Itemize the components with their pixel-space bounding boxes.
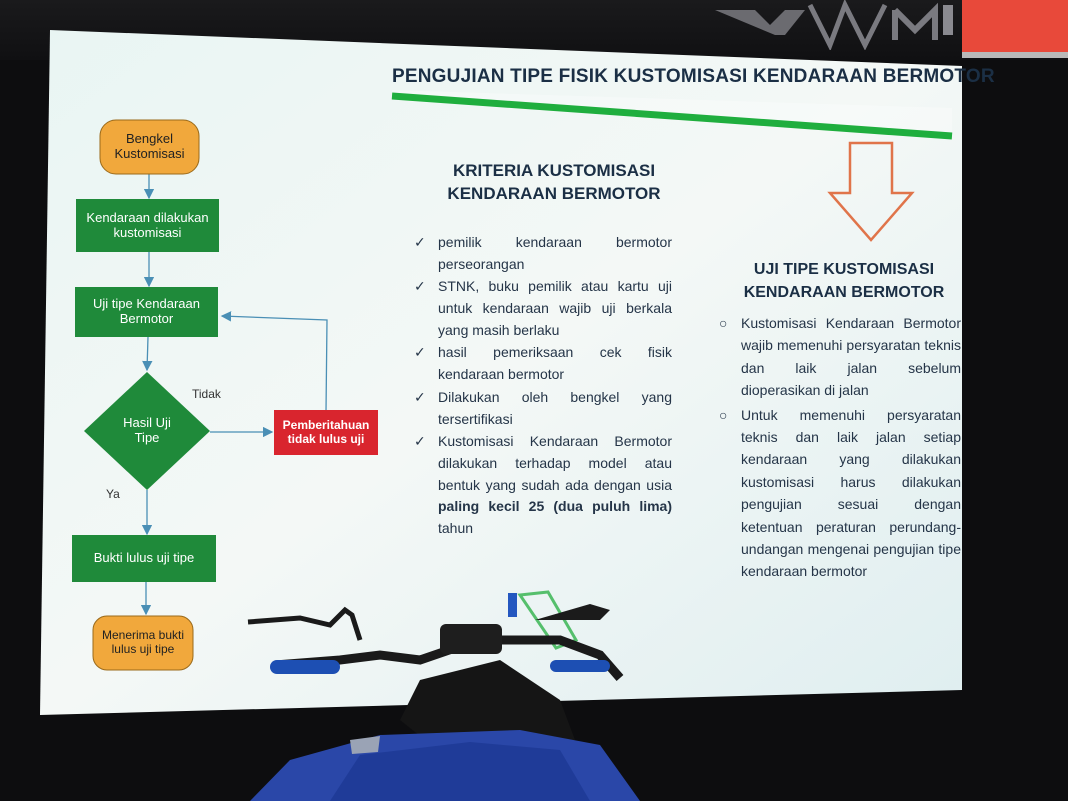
criteria-item: ✓ Kustomisasi Kendaraan Bermotor dilakukan terhadap model atau bentuk yang sudah ada dengan usia paling kecil 25 (dua puluh lima) tahun: [414, 433, 672, 536]
check-icon: ✓: [414, 433, 426, 450]
criteria-item: ✓ STNK, buku pemilik atau kartu uji untuk kendaraan wajib uji berkala yang masih berlaku: [414, 278, 672, 338]
flow-pass: Bukti lulus uji tipe: [93, 550, 195, 566]
flow-decision: Hasil Uji Tipe: [123, 415, 171, 445]
uji-item: ○ Kustomisasi Kendaraan Bermotor wajib memenuhi persyaratan teknis dan laik jalan sebelum dioperasikan di jalan: [715, 312, 961, 402]
criteria-item: ✓ pemilik kendaraan bermotor perseorangan: [414, 234, 672, 272]
criteria-item: ✓ Dilakukan oleh bengkel yang tersertifikasi: [414, 388, 672, 427]
slide-title: PENGUJIAN TIPE FISIK KUSTOMISASI KENDARAAN BERMOTOR: [392, 66, 995, 87]
uji-list: [715, 312, 961, 585]
criteria-list: [410, 232, 672, 541]
circle-bullet-icon: ○: [719, 315, 728, 331]
flow-yes-label: Ya: [106, 487, 120, 501]
uji-heading: UJI TIPE KUSTOMISASI KENDARAAN BERMOTOR: [743, 261, 945, 302]
criteria-emphasis: paling kecil 25 (dua puluh lima): [438, 498, 672, 515]
uji-item: ○ Untuk memenuhi persyaratan teknis dan laik jalan setiap kendaraan yang dilakukan kustomisasi harus dilakukan pengujian sesuai dengan ketentuan peraturan perundang-undangan mengenai pengujian tipe kendaraan bermotor: [715, 404, 961, 583]
flow-no-label: Tidak: [192, 387, 221, 401]
flow-start: Bengkel Kustomisasi: [114, 131, 185, 161]
flow-step2: Uji tipe Kendaraan Bermotor: [93, 296, 200, 326]
check-icon: ✓: [414, 234, 426, 250]
check-icon: ✓: [414, 388, 426, 405]
flow-step1: Kendaraan dilakukan kustomisasi: [86, 209, 209, 240]
flow-fail: Pemberitahuan tidak lulus uji: [282, 417, 370, 446]
check-icon: ✓: [414, 278, 426, 295]
circle-bullet-icon: ○: [719, 406, 728, 423]
criteria-heading: KRITERIA KUSTOMISASI KENDARAAN BERMOTOR: [447, 161, 661, 203]
check-icon: ✓: [414, 344, 426, 361]
criteria-item: ✓ hasil pemeriksaan cek fisik kendaraan bermotor: [414, 344, 672, 383]
flow-end: Menerima bukti lulus uji tipe: [101, 628, 185, 656]
